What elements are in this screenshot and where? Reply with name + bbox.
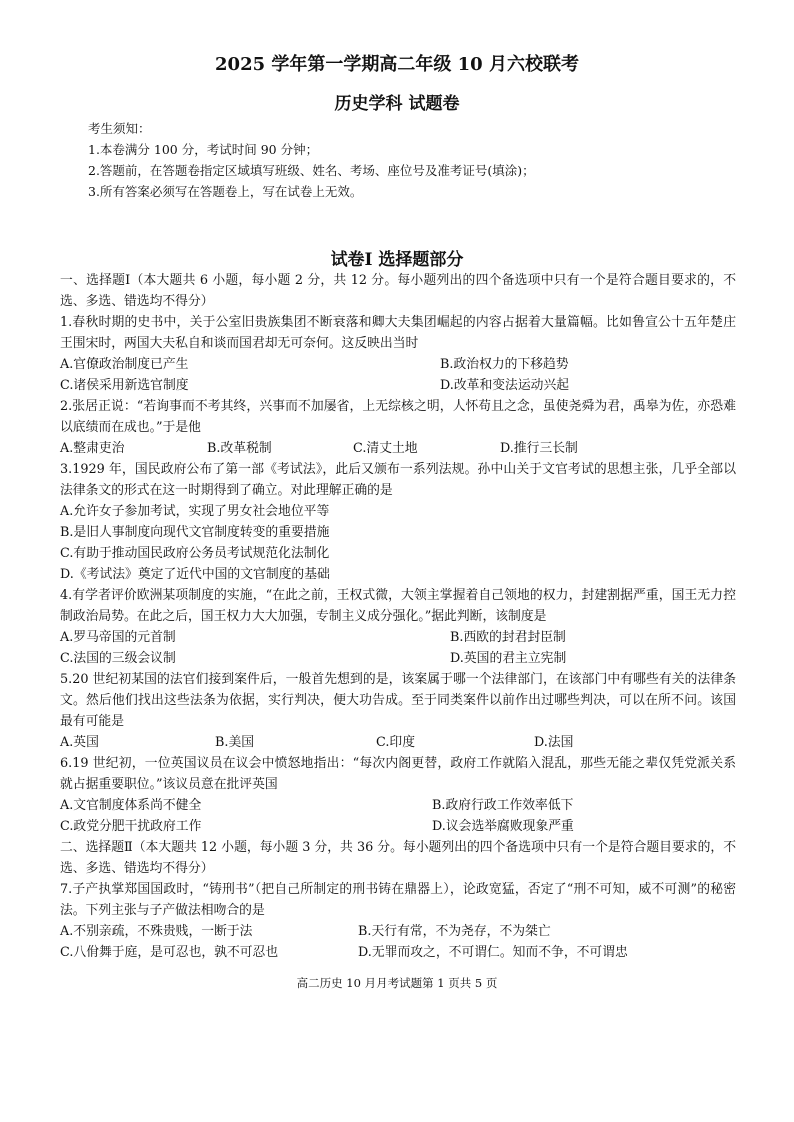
question-body (60, 270, 736, 963)
options-row (60, 942, 736, 963)
notice-item: 3.所有答案必须写在答题卷上，写在试卷上无效。 (88, 184, 363, 199)
page-footer: 高二历史 10 月月考试题第 1 页共 5 页 (296, 976, 498, 990)
part-intro: 一、选择题Ⅰ（本大题共 6 小题，每小题 2 分，共 12 分。每小题列出的四个备选项中只有一个是符合题目要求的，不选、多选、错选均不得分） (60, 273, 736, 309)
options-row (60, 795, 736, 816)
option-d: D.法国 (534, 735, 574, 750)
options-row (60, 354, 736, 375)
options-row (60, 816, 736, 837)
notice-item: 1.本卷满分 100 分，考试时间 90 分钟； (88, 142, 319, 157)
question-stem: 6.19 世纪初，一位英国议员在议会中愤怒地指出：“每次内阁更替，政府工作就陷入混乱，那些无能之辈仅凭党派关系就占据重要职位。”该议员意在批评英国 (60, 756, 736, 792)
section-title: 试卷Ⅰ 选择题部分 (330, 250, 464, 270)
options-row (60, 921, 736, 942)
option-b: B.西欧的封君封臣制 (450, 630, 566, 645)
options-row (60, 648, 736, 669)
question-stem: 2.张居正说：“若询事而不考其终，兴事而不加屡省，上无综核之明，人怀苟且之念，虽使尧舜为君，禹皋为佐，亦恐难以底绩而在成也。”于是他 (60, 399, 736, 435)
option-d: D.议会选举腐败现象严重 (432, 819, 574, 834)
option-d: D.无罪而攻之，不可谓仁。知而不争，不可谓忠 (358, 945, 628, 960)
option-a: A.文官制度体系尚不健全 (60, 798, 202, 813)
option-d: D.英国的君主立宪制 (450, 651, 567, 666)
option-b: B.美国 (215, 735, 255, 750)
option-b: B.政治权力的下移趋势 (440, 357, 569, 372)
option-c: C.印度 (376, 735, 415, 750)
options-row (60, 375, 736, 396)
option-a: A.英国 (60, 735, 99, 750)
option-d: D.推行三长制 (500, 441, 578, 456)
option-b: B.改革税制 (207, 441, 272, 456)
subject-title: 历史学科 试题卷 (334, 94, 460, 114)
option-c: C.有助于推动国民政府公务员考试规范化法制化 (60, 546, 330, 561)
option-a: A.整肃吏治 (60, 441, 125, 456)
option-d: D.改革和变法运动兴起 (440, 378, 570, 393)
option-c: C.法国的三级会议制 (60, 651, 176, 666)
option-b: B.是旧人事制度向现代文官制度转变的重要措施 (60, 525, 330, 540)
options-row (60, 501, 736, 522)
option-c: C.政党分肥干扰政府工作 (60, 819, 202, 834)
options-row (60, 627, 736, 648)
exam-title: 2025 学年第一学期高二年级 10 月六校联考 (215, 54, 579, 75)
question-stem: 3.1929 年，国民政府公布了第一部《考试法》，此后又颁布一系列法规。孙中山关于文官考试的思想主张，几乎全部以法律条文的形式在这一时期得到了确立。对此理解正确的是 (60, 462, 736, 498)
question-stem: 4.有学者评价欧洲某项制度的实施，“在此之前，王权式微，大领主掌握着自己领地的权力，封建割据严重，国王无力控制政治局势。在此之后，国王权力大大加强，专制主义成分强化。”据此判断，该制度是 (60, 588, 736, 624)
option-a: A.官僚政治制度已产生 (60, 357, 189, 372)
options-row (60, 543, 736, 564)
options-row (60, 732, 736, 753)
question-stem: 5.20 世纪初某国的法官们接到案件后，一般首先想到的是，该案属于哪一个法律部门，在该部门中有哪些有关的法律条文。然后他们找出这些法条为依据，实行判决，便大功告成。至于同类案件以前作出过哪些判决，可以在所不问。该国最有可能是 (60, 672, 736, 729)
option-c: C.诸侯采用新选官制度 (60, 378, 189, 393)
question-stem: 7.子产执掌郑国国政时，“铸刑书”（把自己所制定的刑书铸在鼎器上），论政宽猛，否定了“刑不可知，威不可测”的秘密法。下列主张与子产做法相吻合的是 (60, 882, 736, 918)
option-a: A.不别亲疏，不殊贵贱，一断于法 (60, 924, 253, 939)
options-row (60, 564, 736, 585)
option-a: A.罗马帝国的元首制 (60, 630, 176, 645)
option-b: B.政府行政工作效率低下 (432, 798, 574, 813)
option-c: C.八佾舞于庭，是可忍也，孰不可忍也 (60, 945, 279, 960)
options-row (60, 522, 736, 543)
notice-item: 2.答题前，在答题卷指定区域填写班级、姓名、考场、座位号及准考证号(填涂)； (88, 163, 535, 178)
notice-heading: 考生须知： (88, 121, 151, 136)
option-c: C.清丈土地 (353, 441, 418, 456)
part-intro: 二、选择题Ⅱ（本大题共 12 小题，每小题 3 分，共 36 分。每小题列出的四个备选项中只有一个是符合题目要求的，不选、多选、错选均不得分） (60, 840, 736, 876)
question-stem: 1.春秋时期的史书中，关于公室旧贵族集团不断衰落和卿大夫集团崛起的内容占据着大量篇幅。比如鲁宣公十五年楚庄王围宋时，两国大夫私自和谈而国君却无可奈何。这反映出当时 (60, 315, 736, 351)
option-d: D.《考试法》奠定了近代中国的文官制度的基础 (60, 567, 330, 582)
option-a: A.允许女子参加考试，实现了男女社会地位平等 (60, 504, 330, 519)
option-b: B.天行有常，不为尧存，不为桀亡 (358, 924, 551, 939)
options-row (60, 438, 736, 459)
